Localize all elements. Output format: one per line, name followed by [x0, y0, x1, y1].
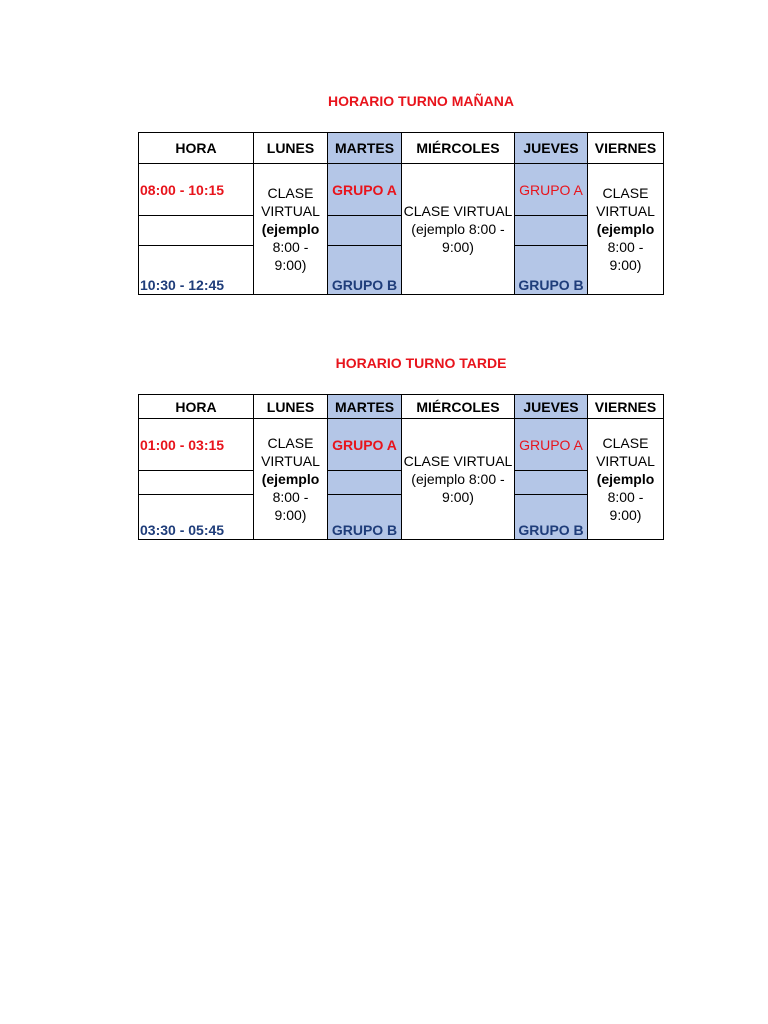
viernes-line: (ejemplo [596, 221, 655, 237]
lunes-line: 9:00) [274, 257, 307, 273]
lunes-line: CLASE [267, 435, 314, 451]
header-hora: HORA [139, 395, 254, 419]
slot-2-time: 10:30 - 12:45 [139, 246, 254, 295]
afternoon-schedule-table [138, 394, 664, 540]
miercoles-cell [402, 419, 515, 540]
miercoles-cell [402, 164, 515, 295]
slot-1-time: 01:00 - 03:15 [139, 419, 254, 471]
lunes-line: (ejemplo [261, 221, 320, 237]
header-miercoles: MIÉRCOLES [402, 133, 515, 164]
viernes-line: 9:00) [609, 257, 642, 273]
header-martes: MARTES [328, 133, 402, 164]
viernes-line: 9:00) [609, 507, 642, 523]
viernes-cell [588, 419, 664, 540]
slot-1-time: 08:00 - 10:15 [139, 164, 254, 216]
header-viernes: VIERNES [588, 133, 664, 164]
afternoon-title: HORARIO TURNO TARDE [335, 355, 507, 371]
viernes-line: (ejemplo [596, 471, 655, 487]
jueves-grupo-a: GRUPO A [515, 164, 588, 216]
header-row [139, 133, 664, 164]
viernes-cell [588, 164, 664, 295]
jueves-grupo-a: GRUPO A [515, 419, 588, 471]
empty-hora-cell [139, 216, 254, 246]
header-hora: HORA [139, 133, 254, 164]
header-jueves: JUEVES [515, 133, 588, 164]
miercoles-line: 9:00) [442, 489, 474, 505]
martes-grupo-a: GRUPO A [328, 164, 402, 216]
lunes-line: VIRTUAL [261, 453, 320, 469]
miercoles-line: CLASE VIRTUAL [403, 453, 513, 469]
miercoles-line: (ejemplo 8:00 - [411, 221, 505, 237]
lunes-line: 9:00) [274, 507, 307, 523]
martes-grupo-b: GRUPO B [328, 246, 402, 295]
lunes-line: 8:00 - [272, 489, 309, 505]
viernes-line: VIRTUAL [596, 453, 655, 469]
lunes-line: CLASE [267, 185, 314, 201]
lunes-line: VIRTUAL [261, 203, 320, 219]
lunes-cell [254, 164, 328, 295]
jueves-grupo-b: GRUPO B [515, 495, 588, 540]
morning-title: HORARIO TURNO MAÑANA [328, 93, 514, 109]
header-lunes: LUNES [254, 395, 328, 419]
jueves-empty [515, 216, 588, 246]
header-jueves: JUEVES [515, 395, 588, 419]
viernes-line: 8:00 - [607, 489, 644, 505]
jueves-grupo-b: GRUPO B [515, 246, 588, 295]
martes-empty [328, 216, 402, 246]
header-martes: MARTES [328, 395, 402, 419]
slot-2-time: 03:30 - 05:45 [139, 495, 254, 540]
miercoles-line: 9:00) [442, 239, 474, 255]
jueves-empty [515, 471, 588, 495]
viernes-line: CLASE [602, 185, 649, 201]
martes-empty [328, 471, 402, 495]
empty-hora-cell [139, 471, 254, 495]
header-row [139, 395, 664, 419]
header-lunes: LUNES [254, 133, 328, 164]
viernes-line: CLASE [602, 435, 649, 451]
lunes-cell [254, 419, 328, 540]
lunes-line: 8:00 - [272, 239, 309, 255]
martes-grupo-b: GRUPO B [328, 495, 402, 540]
morning-schedule-table [138, 132, 664, 295]
miercoles-line: (ejemplo 8:00 - [411, 471, 505, 487]
header-miercoles: MIÉRCOLES [402, 395, 515, 419]
martes-grupo-a: GRUPO A [328, 419, 402, 471]
viernes-line: VIRTUAL [596, 203, 655, 219]
miercoles-line: CLASE VIRTUAL [403, 203, 513, 219]
lunes-line: (ejemplo [261, 471, 320, 487]
header-viernes: VIERNES [588, 395, 664, 419]
viernes-line: 8:00 - [607, 239, 644, 255]
